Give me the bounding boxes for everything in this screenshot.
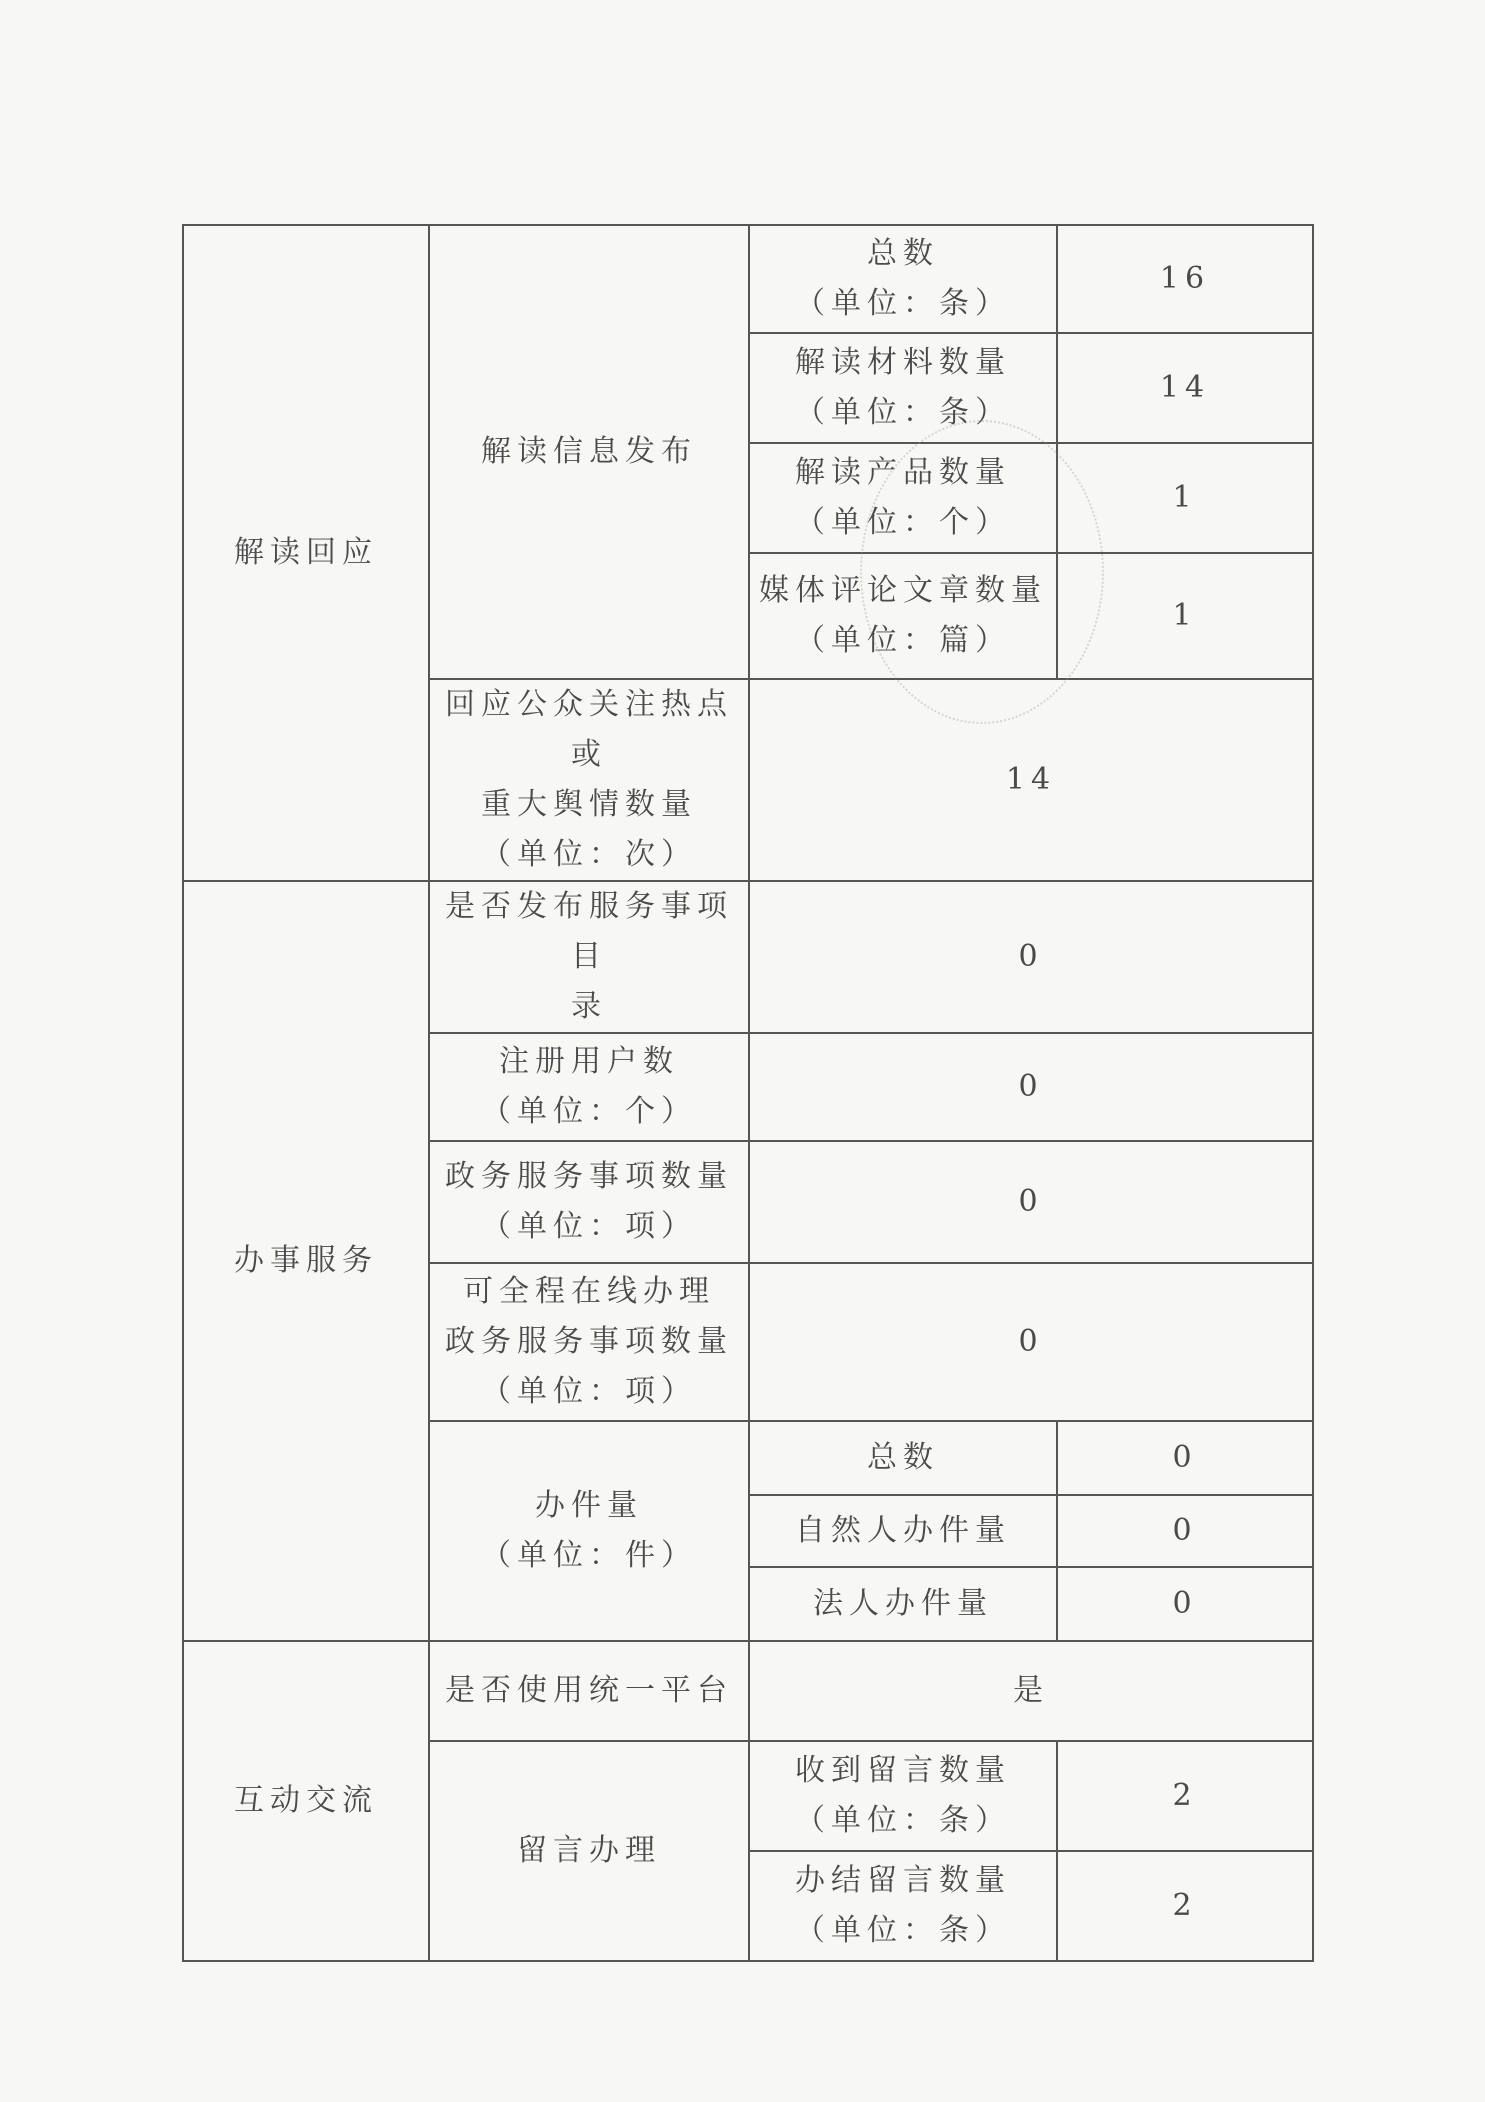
metric-label-cell bbox=[749, 333, 1057, 443]
items-label: 政务服务事项数量 bbox=[445, 1159, 733, 1194]
msg-sub-label: 办结留言数量 bbox=[795, 1863, 1011, 1898]
cases-sub-label-cell: 自然人办件量 bbox=[749, 1495, 1057, 1567]
metric-label: 解读材料数量 bbox=[795, 345, 1011, 380]
msg-sub-value-cell: 2 bbox=[1057, 1851, 1313, 1961]
users-label: 注册用户数 bbox=[499, 1044, 679, 1079]
hot-topic-value-cell: 14 bbox=[749, 679, 1313, 881]
metric-label: 总数 bbox=[867, 236, 939, 271]
msg-sub-label: 收到留言数量 bbox=[795, 1753, 1011, 1788]
metric-unit: （单位：篇） bbox=[795, 623, 1011, 658]
metric-value-cell: 16 bbox=[1057, 225, 1313, 333]
cases-label-cell bbox=[429, 1421, 749, 1641]
gov-info-table bbox=[182, 224, 1314, 1962]
metric-label-cell bbox=[749, 225, 1057, 333]
metric-value-cell: 14 bbox=[1057, 333, 1313, 443]
hot-topic-unit: （单位：次） bbox=[481, 837, 697, 872]
online-unit: （单位：项） bbox=[481, 1374, 697, 1409]
metric-label: 解读产品数量 bbox=[795, 455, 1011, 490]
cases-sub-label-cell: 总数 bbox=[749, 1421, 1057, 1495]
msg-sub-value-cell: 2 bbox=[1057, 1741, 1313, 1851]
cases-sub-value-cell: 0 bbox=[1057, 1567, 1313, 1641]
cases-sub-label-cell: 法人办件量 bbox=[749, 1567, 1057, 1641]
publish-label-cell: 解读信息发布 bbox=[429, 225, 749, 679]
table-row bbox=[183, 881, 1313, 1033]
users-label-cell bbox=[429, 1033, 749, 1141]
metric-unit: （单位：条） bbox=[795, 286, 1011, 321]
metric-label: 媒体评论文章数量 bbox=[759, 573, 1047, 608]
msg-sub-label-cell bbox=[749, 1741, 1057, 1851]
platform-label-cell: 是否使用统一平台 bbox=[429, 1641, 749, 1741]
cases-sub-value-cell: 0 bbox=[1057, 1421, 1313, 1495]
category-cell-interact: 互动交流 bbox=[183, 1641, 429, 1961]
catalog-label-2: 录 bbox=[571, 989, 607, 1024]
online-value-cell: 0 bbox=[749, 1263, 1313, 1421]
catalog-label: 是否发布服务事项目 bbox=[445, 889, 733, 974]
category-cell-service: 办事服务 bbox=[183, 881, 429, 1641]
items-unit: （单位：项） bbox=[481, 1209, 697, 1244]
platform-value-cell: 是 bbox=[749, 1641, 1313, 1741]
table-row bbox=[183, 1641, 1313, 1741]
catalog-label-cell bbox=[429, 881, 749, 1033]
msg-sub-unit: （单位：条） bbox=[795, 1803, 1011, 1838]
catalog-value-cell: 0 bbox=[749, 881, 1313, 1033]
cases-unit: （单位：件） bbox=[481, 1538, 697, 1573]
metric-value-cell: 1 bbox=[1057, 443, 1313, 553]
hot-topic-label-cell bbox=[429, 679, 749, 881]
items-value-cell: 0 bbox=[749, 1141, 1313, 1263]
category-cell-interpret: 解读回应 bbox=[183, 225, 429, 881]
metric-label-cell bbox=[749, 443, 1057, 553]
online-label-2: 政务服务事项数量 bbox=[445, 1324, 733, 1359]
msg-sub-unit: （单位：条） bbox=[795, 1913, 1011, 1948]
cases-label: 办件量 bbox=[535, 1488, 643, 1523]
hot-topic-label: 回应公众关注热点或 bbox=[445, 687, 733, 772]
online-label: 可全程在线办理 bbox=[463, 1274, 715, 1309]
table-row bbox=[183, 225, 1313, 333]
metric-value-cell: 1 bbox=[1057, 553, 1313, 679]
items-label-cell bbox=[429, 1141, 749, 1263]
metric-unit: （单位：条） bbox=[795, 395, 1011, 430]
msg-label-cell: 留言办理 bbox=[429, 1741, 749, 1961]
metric-label-cell bbox=[749, 553, 1057, 679]
msg-sub-label-cell bbox=[749, 1851, 1057, 1961]
cases-sub-value-cell: 0 bbox=[1057, 1495, 1313, 1567]
online-label-cell bbox=[429, 1263, 749, 1421]
users-value-cell: 0 bbox=[749, 1033, 1313, 1141]
hot-topic-label-2: 重大舆情数量 bbox=[481, 787, 697, 822]
page-header-smudge bbox=[600, 122, 900, 162]
metric-unit: （单位：个） bbox=[795, 505, 1011, 540]
users-unit: （单位：个） bbox=[481, 1094, 697, 1129]
